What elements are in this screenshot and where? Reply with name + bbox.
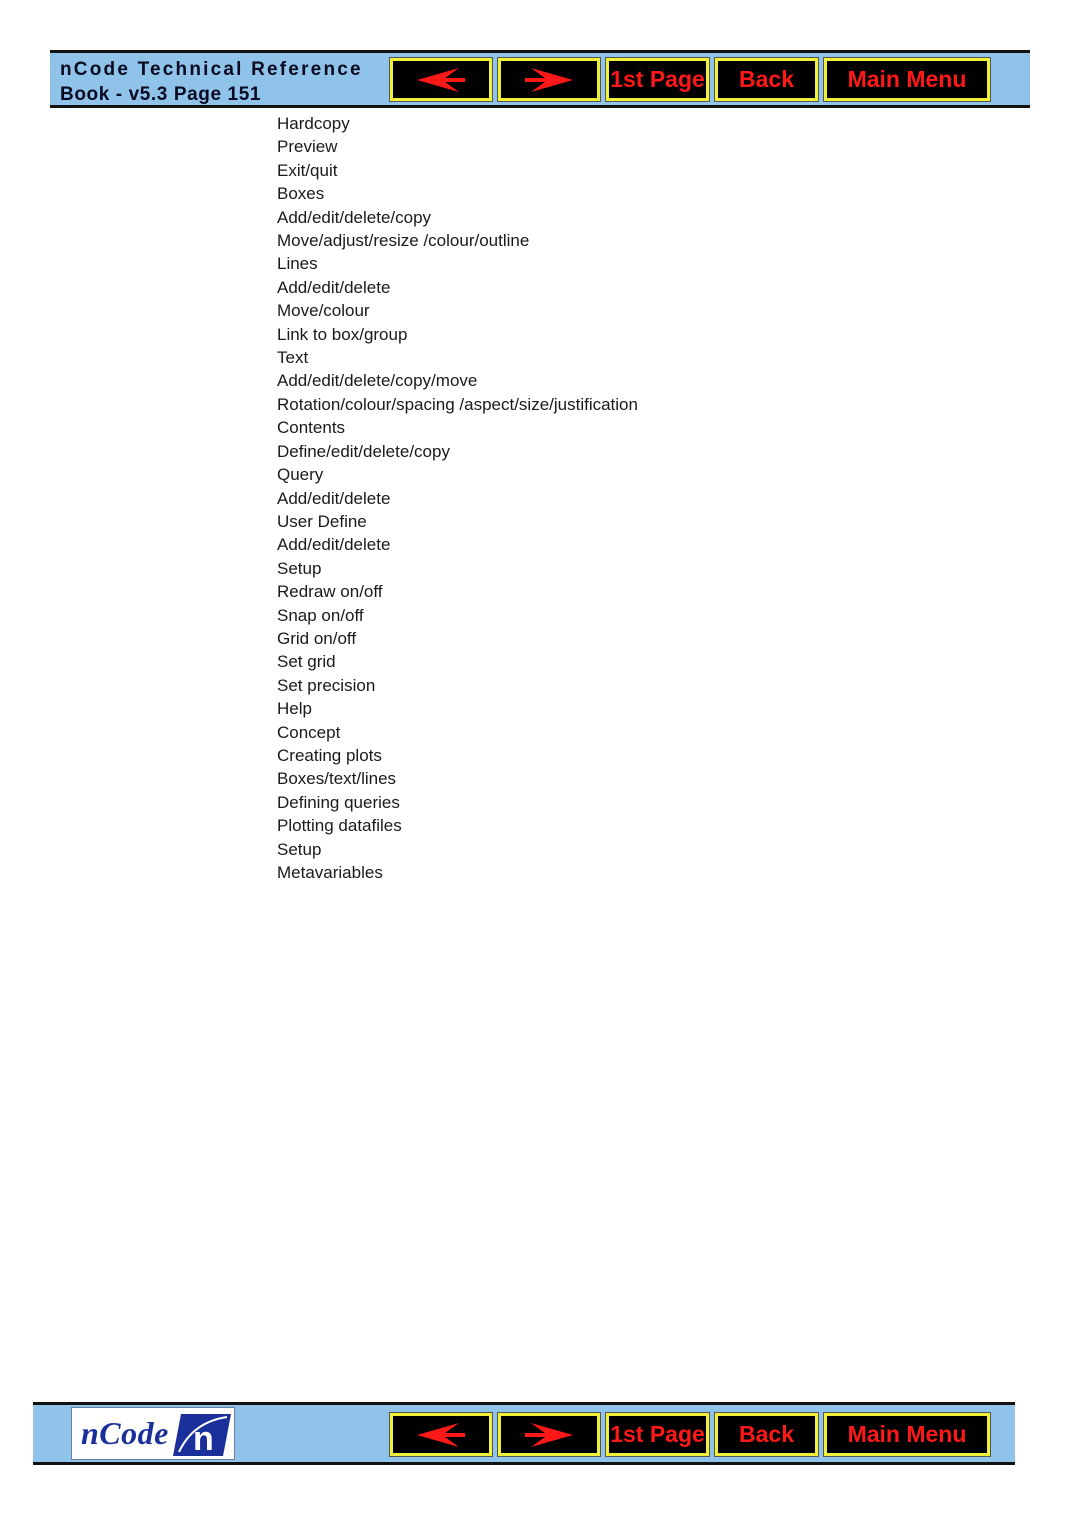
contents-list	[277, 112, 638, 884]
main-menu-label: Main Menu	[847, 66, 967, 92]
header-nav	[390, 58, 1030, 103]
main-menu-button[interactable]	[824, 58, 990, 101]
list-item: Move/colour	[277, 301, 370, 321]
header-bar	[50, 50, 1030, 108]
list-item: Help	[277, 699, 312, 719]
list-item: Concept	[277, 722, 341, 742]
footer-nav	[390, 1413, 1030, 1458]
left-arrow-icon	[415, 1422, 467, 1448]
list-item: Add/edit/delete	[277, 535, 391, 555]
list-item: Creating plots	[277, 745, 382, 765]
back-label: Back	[739, 66, 794, 92]
list-item: Snap on/off	[277, 605, 364, 625]
list-item: Add/edit/delete	[277, 488, 391, 508]
footer-prev-page-button[interactable]	[390, 1413, 492, 1456]
prev-page-button[interactable]	[390, 58, 492, 101]
first-page-label: 1st Page	[610, 66, 705, 92]
list-item: Add/edit/delete/copy	[277, 207, 432, 227]
list-item: Metavariables	[277, 863, 383, 882]
footer-bar	[33, 1402, 1015, 1465]
list-item: Add/edit/delete	[277, 277, 391, 297]
list-item: Boxes/text/lines	[277, 769, 397, 789]
first-page-button[interactable]	[606, 58, 709, 101]
footer-next-page-button[interactable]	[498, 1413, 600, 1456]
list-item: Setup	[277, 558, 322, 578]
list-item: Define/edit/delete/copy	[277, 441, 450, 461]
right-arrow-icon	[523, 1422, 575, 1448]
first-page-label: 1st Page	[610, 1421, 705, 1447]
ncode-logo-mark-icon	[173, 1412, 231, 1456]
list-item: Redraw on/off	[277, 582, 383, 602]
list-item: Setup	[277, 839, 322, 859]
logo-mark-letter: n	[193, 1420, 214, 1456]
book-title: nCode Technical Reference	[60, 59, 363, 80]
footer-first-page-button[interactable]	[606, 1413, 709, 1456]
list-item: Plotting datafiles	[277, 816, 402, 836]
list-item: Set grid	[277, 652, 336, 672]
list-item: Exit/quit	[277, 160, 338, 180]
left-arrow-icon	[415, 67, 467, 93]
list-item: Link to box/group	[277, 324, 408, 344]
ncode-logo	[71, 1407, 235, 1460]
list-item: Defining queries	[277, 792, 400, 812]
list-item: Boxes	[277, 184, 325, 204]
back-label: Back	[739, 1421, 794, 1447]
list-item: Lines	[277, 254, 318, 274]
back-button[interactable]	[715, 58, 818, 101]
logo-text: nCode	[81, 1415, 169, 1451]
list-item: Preview	[277, 137, 338, 157]
page-title	[60, 57, 363, 107]
list-item: Query	[277, 465, 324, 485]
list-item: Text	[277, 348, 309, 368]
footer-main-menu-button[interactable]	[824, 1413, 990, 1456]
list-item: Move/adjust/resize /colour/outline	[277, 231, 530, 251]
book-version-page: Book - v5.3 Page 151	[60, 84, 262, 105]
list-item: Add/edit/delete/copy/move	[277, 371, 478, 391]
footer-back-button[interactable]	[715, 1413, 818, 1456]
main-menu-label: Main Menu	[847, 1421, 967, 1447]
list-item: Rotation/colour/spacing /aspect/size/justification	[277, 394, 638, 414]
next-page-button[interactable]	[498, 58, 600, 101]
list-item: Set precision	[277, 675, 376, 695]
list-item: Grid on/off	[277, 628, 357, 648]
list-item: Hardcopy	[277, 114, 350, 133]
list-item: Contents	[277, 418, 346, 438]
list-item: User Define	[277, 511, 367, 531]
right-arrow-icon	[523, 67, 575, 93]
